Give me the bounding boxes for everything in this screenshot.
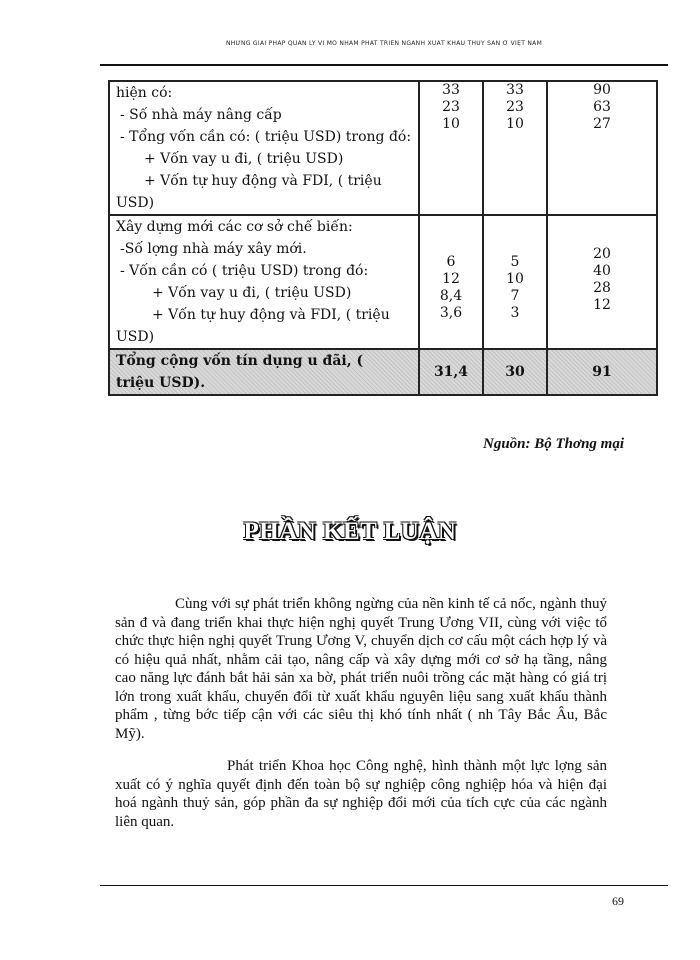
row-text: + Vốn tự huy động và FDI, ( triệu bbox=[152, 307, 390, 323]
value-cell bbox=[483, 215, 547, 349]
cell-value: 3,6 bbox=[439, 305, 463, 321]
cell-value: 63 bbox=[593, 99, 611, 115]
capital-table bbox=[108, 80, 658, 396]
cell-value: 7 bbox=[510, 288, 520, 304]
row-text: + Vốn vay u đi, ( triệu USD) bbox=[144, 151, 344, 167]
value-cell bbox=[419, 81, 483, 215]
total-label: triệu USD). bbox=[116, 375, 206, 391]
body-paragraph: Cùng với sự phát triển không ngừng của nền kinh tế cả nốc, ngành thuỷ sản đ và đang triển khai thực hiện nghị quyết Trung Ương VII, cùng với việc tổ chức thực hiện nghị quyết Trung Ương V, chuyển dịch cơ cấu một cách hợp lý và có hiệu quả nhất, nhằm cải tạo, nâng cấp và xây dựng mới cơ sở hạ tầng, nâng cao năng lực đánh bắt hải sản xa bờ, phát triển nuôi trồng các mặt hàng có giá trị lớn trong xuất khẩu, chuyển đổi từ xuất khẩu nguyên liệu sang xuất khẩu thành phẩm , từng bớc tiếp cận với các siêu thị khó tính nhất ( nh Tây Bắc Âu, Bắc Mỹ). bbox=[115, 596, 607, 742]
value-cell bbox=[483, 81, 547, 215]
cell-value: 23 bbox=[442, 99, 460, 115]
row-text: - Số nhà máy nâng cấp bbox=[120, 107, 282, 123]
row-text: + Vốn vay u đi, ( triệu USD) bbox=[152, 285, 352, 301]
total-label: Tổng cộng vốn tín dụng u đãi, ( bbox=[116, 353, 364, 369]
cell-value: 33 bbox=[442, 82, 460, 98]
source-note: Nguồn: Bộ Thơng mại bbox=[483, 436, 624, 452]
cell-value: 10 bbox=[506, 116, 524, 132]
running-header: NHỮNG GIẢI PHÁP QUẢN LÝ VĨ MÔ NHẰM PHÁT TRIỂN NGÀNH XUẤT KHẨU THUỶ SẢN Ở VIỆT NAM bbox=[225, 40, 543, 47]
table-row bbox=[109, 81, 657, 215]
cell-value: 5 bbox=[510, 254, 520, 270]
body-paragraph: Phát triển Khoa học Công nghệ, hình thành một lực lợng sản xuất có ý nghĩa quyết định đến toàn bộ sự nghiệp công nghiệp hóa và hiện đại hoá ngành thuỷ sản, góp phần đa sự nghiệp đổi mới của tích cực của các ngành liên quan. bbox=[115, 758, 607, 830]
row-label-cell bbox=[109, 81, 419, 215]
value-cell bbox=[547, 215, 657, 349]
value-cell bbox=[547, 81, 657, 215]
row-text: Xây dựng mới các cơ sở chế biến: bbox=[116, 219, 353, 235]
cell-value: 6 bbox=[446, 254, 456, 270]
cell-value: 10 bbox=[442, 116, 460, 132]
footer-rule bbox=[100, 885, 668, 886]
section-title: PHẦN KẾT LUẬN bbox=[243, 518, 457, 545]
total-value: 31,4 bbox=[419, 349, 483, 395]
cell-value: 40 bbox=[593, 263, 611, 279]
table-total-row bbox=[109, 349, 657, 395]
total-label-cell bbox=[109, 349, 419, 395]
row-text: USD) bbox=[116, 195, 155, 211]
row-text: hiện có: bbox=[116, 85, 173, 101]
cell-value: 12 bbox=[442, 271, 460, 287]
total-value: 30 bbox=[483, 349, 547, 395]
header-rule bbox=[100, 64, 668, 66]
row-text: USD) bbox=[116, 329, 155, 345]
row-text: -Số lợng nhà máy xây mới. bbox=[120, 241, 307, 257]
value-cell bbox=[419, 215, 483, 349]
cell-value: 27 bbox=[593, 116, 611, 132]
cell-value: 3 bbox=[510, 305, 520, 321]
total-value: 91 bbox=[547, 349, 657, 395]
cell-value: 23 bbox=[506, 99, 524, 115]
cell-value: 90 bbox=[593, 82, 611, 98]
row-text: - Vốn cần có ( triệu USD) trong đó: bbox=[120, 263, 369, 279]
cell-value: 28 bbox=[593, 280, 611, 296]
row-text: - Tổng vốn cần có: ( triệu USD) trong đó: bbox=[120, 129, 412, 145]
cell-value: 10 bbox=[506, 271, 524, 287]
row-label-cell bbox=[109, 215, 419, 349]
cell-value: 33 bbox=[506, 82, 524, 98]
cell-value: 20 bbox=[593, 246, 611, 262]
page-number: 69 bbox=[612, 894, 624, 908]
cell-value: 8,4 bbox=[439, 288, 463, 304]
row-text: + Vốn tự huy động và FDI, ( triệu bbox=[144, 173, 382, 189]
cell-value: 12 bbox=[593, 297, 611, 313]
table-row bbox=[109, 215, 657, 349]
